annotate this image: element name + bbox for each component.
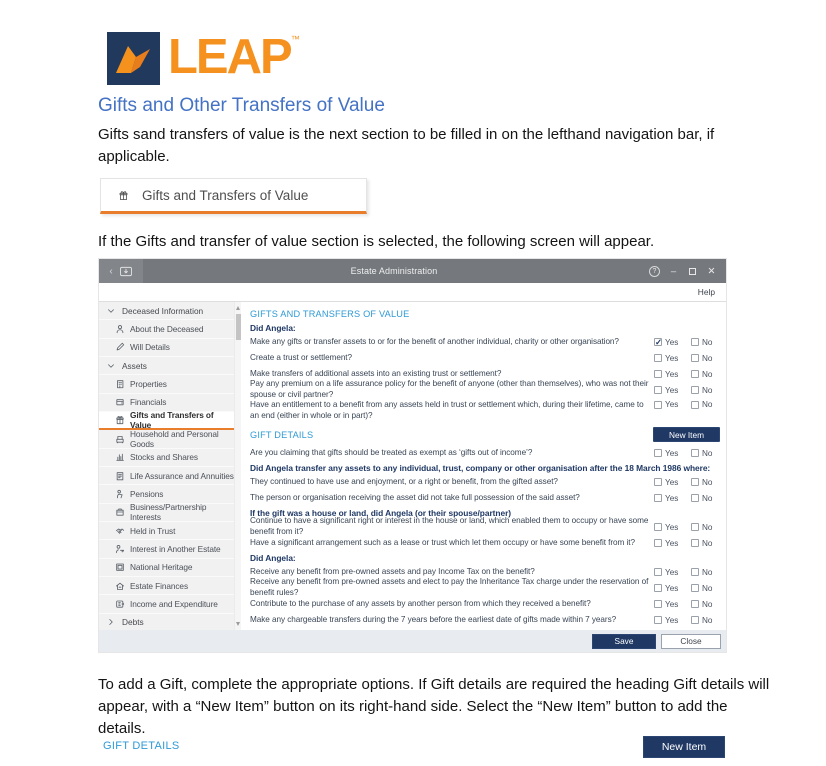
yes-checkbox[interactable]: Yes [654, 523, 691, 532]
instruction-paragraph: If the Gifts and transfer of value section is selected, the following screen will appear. [98, 233, 655, 250]
sidebar-item-label: Business/Partnership Interests [130, 502, 207, 523]
sidebar-item-label: Estate Finances [130, 580, 188, 591]
checkbox-icon[interactable] [691, 478, 699, 486]
no-checkbox[interactable]: No [691, 449, 721, 458]
no-checkbox[interactable]: No [691, 478, 721, 487]
sidebar-item-gifts-and-transfers-of-value[interactable] [99, 412, 234, 430]
gift-details-heading: GIFT DETAILS [103, 740, 180, 752]
checkbox-icon[interactable] [691, 401, 699, 409]
no-checkbox[interactable]: No [691, 539, 721, 548]
no-checkbox[interactable]: No [691, 370, 721, 379]
question-row [250, 350, 721, 366]
annuities-icon [114, 471, 125, 481]
estate-finances-icon [114, 581, 125, 591]
closing-paragraph: To add a Gift, complete the appropriate options. If Gift details are required the heading Gift details will appear, with a “New Item” button on its right-hand side. Select the “New Item” button to add the details. [98, 676, 770, 737]
question-text: Have an entitlement to a benefit from any assets held in trust or settlement which, during their lifetime, came to an end (either in whole or in part)? [250, 400, 644, 420]
household-icon [114, 434, 125, 444]
question-row [250, 490, 721, 506]
income-icon [114, 599, 125, 609]
yes-checkbox[interactable]: Yes [654, 449, 691, 458]
sidebar-item-label: Interest in Another Estate [130, 543, 221, 554]
question-group-header: Did Angela: [250, 553, 296, 563]
question-text: Are you claiming that gifts should be treated as exempt as ‘gifts out of income’? [250, 447, 533, 457]
leap-logo [107, 32, 298, 85]
chevron-down-icon [105, 306, 116, 316]
question-text: Make any chargeable transfers during the 7 years before the earliest date of gifts made within 7 years? [250, 614, 617, 624]
sidebar-item-held-in-trust[interactable] [99, 522, 234, 540]
checkbox-icon[interactable] [654, 354, 662, 362]
checkbox-icon[interactable] [691, 616, 699, 624]
yes-checkbox[interactable]: Yes [654, 600, 691, 609]
sidebar-item-label: Income and Expenditure [130, 598, 218, 609]
scroll-up-icon[interactable] [236, 306, 240, 310]
sidebar-item-interest-in-another-estate[interactable] [99, 540, 234, 558]
maximize-button[interactable] [683, 259, 702, 283]
question-text: Have a significant arrangement such as a lease or trust which let them occupy or have some benefit from it? [250, 537, 635, 547]
gift-details-section-title: GIFT DETAILS [250, 429, 314, 440]
checkbox-icon[interactable] [654, 449, 662, 457]
sidebar-item-stocks-and-shares[interactable] [99, 449, 234, 467]
no-checkbox[interactable]: No [691, 523, 721, 532]
question-row [250, 612, 721, 628]
pen-icon [114, 342, 125, 352]
yes-checkbox[interactable]: Yes [654, 478, 691, 487]
sidebar-item-label: Properties [130, 378, 167, 389]
sidebar-group-label: Assets [122, 360, 147, 371]
sidebar-group-label: Deceased Information [122, 305, 204, 316]
sidebar-item-income-and-expenditure[interactable] [99, 595, 234, 613]
checkbox-icon[interactable] [654, 478, 662, 486]
checkbox-icon[interactable] [691, 354, 699, 362]
checkbox-icon[interactable] [691, 600, 699, 608]
sidebar-item-household-and-personal-goods[interactable] [99, 430, 234, 448]
sidebar-item-estate-finances[interactable] [99, 577, 234, 595]
sidebar-item-will-details[interactable] [99, 339, 234, 357]
checkbox-icon[interactable] [691, 523, 699, 531]
sidebar-item-about-the-deceased[interactable] [99, 320, 234, 338]
sidebar-item-label: Financials [130, 397, 167, 408]
question-text: The person or organisation receiving the asset did not take full possession of the said asset? [250, 492, 580, 502]
question-row [250, 398, 721, 424]
window-titlebar [99, 259, 726, 283]
another-estate-icon [114, 544, 125, 554]
question-text: Make any gifts or transfer assets to or for the benefit of another individual, charity or other organisation? [250, 336, 619, 346]
sidebar-item-label: Life Assurance and Annuities [130, 470, 234, 481]
question-row [250, 334, 721, 350]
yes-checkbox[interactable]: ✓ Yes [654, 338, 691, 347]
yes-checkbox[interactable]: Yes [654, 539, 691, 548]
checkbox-icon[interactable] [654, 386, 662, 394]
checkbox-icon[interactable] [691, 494, 699, 502]
sidebar-group-deceased-information[interactable] [99, 302, 234, 320]
navigation-sidebar [99, 302, 234, 630]
gift-icon [114, 415, 125, 425]
checkbox-icon[interactable] [691, 338, 699, 346]
checkbox-icon[interactable] [691, 539, 699, 547]
building-icon [114, 379, 125, 389]
financials-icon [114, 397, 125, 407]
question-text: Receive any benefit from pre-owned assets and elect to pay the Inheritance Tax charge under the reservation of benefit rules? [250, 577, 649, 597]
question-row [250, 596, 721, 612]
sidebar-item-label: Held in Trust [130, 525, 176, 536]
help-icon: ? [649, 266, 660, 277]
window-controls [645, 259, 726, 283]
open-folder-icon[interactable] [119, 266, 133, 277]
no-checkbox[interactable]: No [691, 568, 721, 577]
scrollbar-thumb[interactable] [236, 314, 241, 340]
question-group-header: Did Angela: [250, 323, 296, 333]
back-button[interactable]: ‹ [109, 265, 113, 277]
chevron-down-icon [105, 361, 116, 371]
heritage-icon [114, 562, 125, 572]
maximize-icon [689, 268, 696, 275]
sidebar-item-national-heritage[interactable] [99, 559, 234, 577]
trust-icon [114, 526, 125, 536]
yes-checkbox[interactable]: Yes [654, 494, 691, 503]
help-menubar [99, 283, 726, 302]
checkbox-icon[interactable] [654, 600, 662, 608]
new-item-button[interactable]: New Item [643, 736, 725, 758]
checkbox-icon[interactable] [654, 370, 662, 378]
question-row [250, 577, 721, 597]
sidebar-group-assets[interactable] [99, 357, 234, 375]
page-title: Gifts and Other Transfers of Value [98, 95, 385, 116]
gift-details-header-row [250, 424, 721, 445]
checkbox-icon[interactable] [654, 584, 662, 592]
help-button[interactable] [645, 259, 664, 283]
checkbox-icon[interactable] [654, 616, 662, 624]
form-section-title: GIFTS AND TRANSFERS OF VALUE [250, 308, 410, 319]
sidebar-group-label: Debts [122, 617, 144, 628]
leap-logo-mark [107, 32, 160, 85]
no-checkbox[interactable]: No [691, 338, 721, 347]
chevron-right-icon [105, 617, 116, 627]
no-checkbox[interactable]: No [691, 400, 721, 409]
gifts-form [241, 302, 726, 630]
yes-checkbox[interactable]: Yes [654, 568, 691, 577]
gifts-nav-button[interactable] [100, 178, 367, 214]
no-checkbox[interactable]: No [691, 600, 721, 609]
checkbox-icon[interactable] [654, 401, 662, 409]
estate-administration-window [98, 258, 727, 653]
question-row [250, 474, 721, 490]
question-row [250, 445, 721, 461]
no-checkbox[interactable]: No [691, 584, 721, 593]
scroll-down-icon[interactable] [236, 622, 240, 626]
pensions-icon [114, 489, 125, 499]
window-title: Estate Administration [350, 266, 438, 276]
sidebar-item-label: Stocks and Shares [130, 452, 198, 463]
titlebar-left-section [99, 259, 143, 283]
gifts-nav-button-label: Gifts and Transfers of Value [142, 187, 309, 203]
checkbox-icon[interactable] [654, 523, 662, 531]
sidebar-item-label: About the Deceased [130, 323, 204, 334]
checkbox-icon[interactable] [654, 338, 662, 346]
question-text: Create a trust or settlement? [250, 352, 353, 362]
question-text: Make transfers of additional assets into an existing trust or settlement? [250, 368, 502, 378]
sidebar-scrollbar[interactable] [234, 302, 241, 630]
intro-paragraph: Gifts sand transfers of value is the next section to be filled in on the lefthand navigation bar, if applicable. [98, 126, 715, 165]
sidebar-item-properties[interactable] [99, 375, 234, 393]
question-text: Pay any premium on a life assurance policy for the benefit of anyone (other than themselves), who was not their spouse or civil partner? [250, 379, 649, 399]
no-checkbox[interactable]: No [691, 354, 721, 363]
sidebar-item-label: Pensions [130, 488, 164, 499]
trademark-symbol: ™ [290, 34, 298, 44]
form-section-title-row [250, 306, 721, 321]
sidebar-item-life-assurance-and-annuities[interactable] [99, 467, 234, 485]
question-group-header: If the gift was a house or land, did Angela (or their spouse/partner) [250, 508, 512, 518]
minimize-button[interactable]: – [670, 265, 677, 277]
new-item-button[interactable]: New Item [653, 427, 720, 442]
yes-checkbox[interactable]: Yes [654, 584, 691, 593]
question-row [250, 516, 721, 536]
no-checkbox[interactable]: No [691, 386, 721, 395]
yes-checkbox[interactable]: Yes [654, 370, 691, 379]
yes-checkbox[interactable]: Yes [654, 386, 691, 395]
question-text: They continued to have use and enjoyment, or a right or benefit, from the gifted asset? [250, 476, 558, 486]
yes-checkbox[interactable]: Yes [654, 616, 691, 625]
sidebar-item-business-partnership-interests[interactable] [99, 504, 234, 522]
save-button[interactable]: Save [592, 634, 656, 649]
checkbox-icon[interactable] [691, 449, 699, 457]
checkbox-icon[interactable] [654, 539, 662, 547]
sidebar-item-label: Gifts and Transfers of Value [130, 410, 214, 431]
leap-swoosh-icon [107, 32, 160, 85]
question-text: Contribute to the purchase of any assets by another person from which they received a benefit? [250, 598, 591, 608]
no-checkbox[interactable]: No [691, 494, 721, 503]
no-checkbox[interactable]: No [691, 616, 721, 625]
sidebar-item-label: Will Details [130, 342, 170, 353]
close-button[interactable]: ✕ [707, 265, 716, 277]
close-form-button[interactable]: Close [661, 634, 721, 649]
question-group-header: Did Angela transfer any assets to any individual, trust, company or other organisation after the 18 March 1986 where: [250, 463, 711, 473]
window-footer [99, 630, 726, 652]
question-text: Continue to have a significant right or interest in the house or land, which enabled them to occupy or have some benefit from it? [250, 516, 649, 536]
sidebar-item-pensions[interactable] [99, 485, 234, 503]
checkbox-icon[interactable] [654, 568, 662, 576]
checkbox-icon[interactable] [691, 568, 699, 576]
question-row [250, 379, 721, 399]
question-text: Receive any benefit from pre-owned assets and pay Income Tax on the benefit? [250, 566, 535, 576]
sidebar-item-label: Household and Personal Goods [130, 428, 219, 449]
yes-checkbox[interactable]: Yes [654, 400, 691, 409]
checkbox-icon[interactable] [691, 584, 699, 592]
question-row [250, 535, 721, 551]
gift-icon [118, 186, 129, 205]
business-icon [114, 507, 125, 517]
help-menu-item[interactable]: Help [697, 287, 715, 297]
sidebar-item-label: National Heritage [130, 562, 193, 573]
checkbox-icon[interactable] [654, 494, 662, 502]
leap-logo-text: LEAP™ [168, 30, 298, 84]
checkbox-icon[interactable] [691, 386, 699, 394]
person-icon [114, 324, 125, 334]
checkbox-icon[interactable] [691, 370, 699, 378]
stocks-icon [114, 452, 125, 462]
yes-checkbox[interactable]: Yes [654, 354, 691, 363]
